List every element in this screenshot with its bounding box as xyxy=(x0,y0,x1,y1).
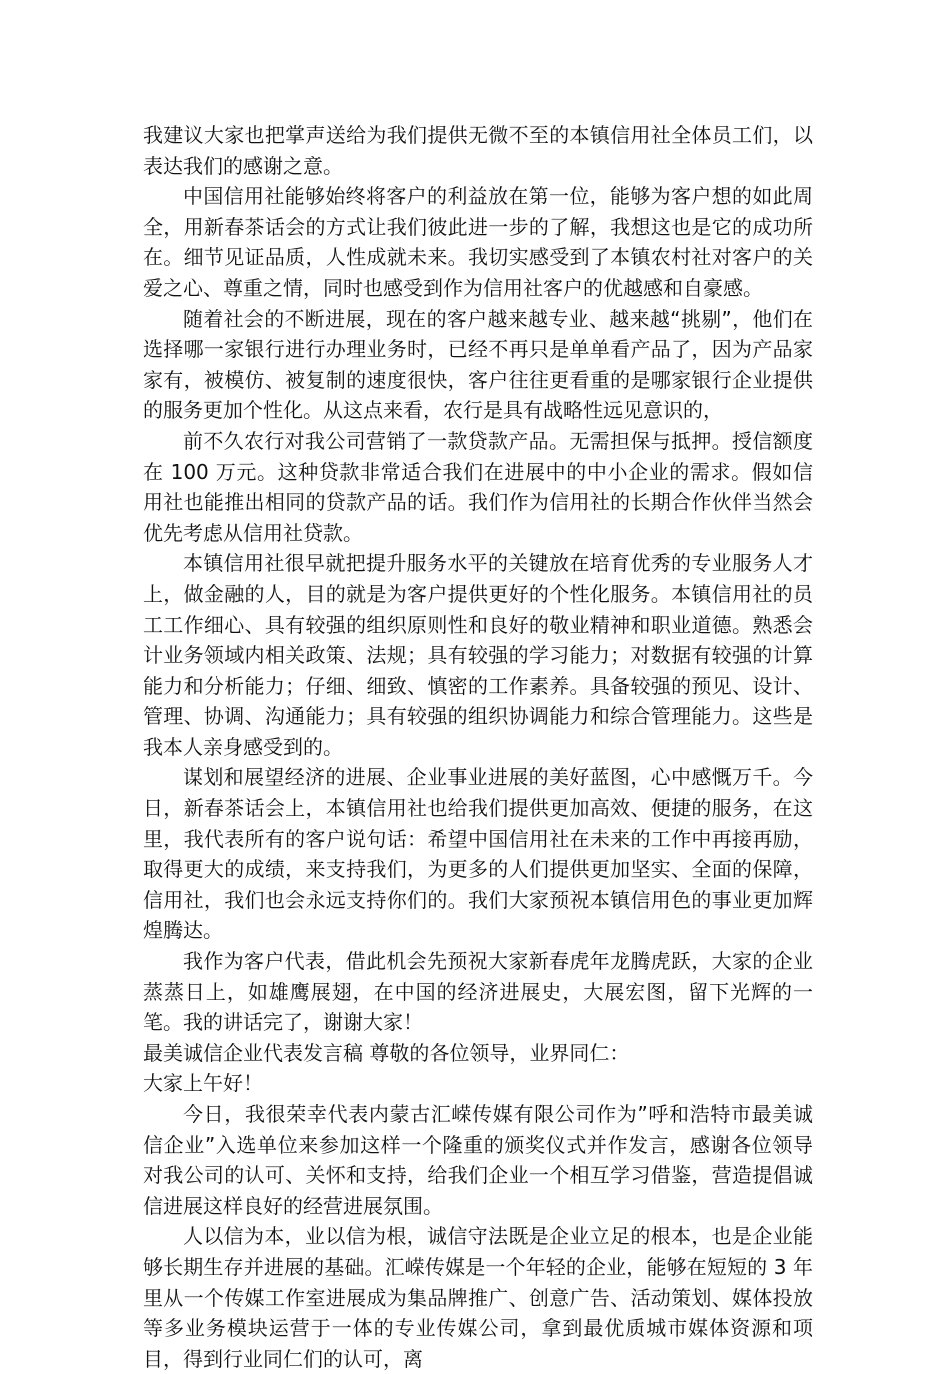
paragraph-2: 中国信用社能够始终将客户的利益放在第一位，能够为客户想的如此周全，用新春茶话会的方式让我们彼此进一步的了解，我想这也是它的成功所在。细节见证品质，人性成就未来。我切实感受到了本镇农村社对客户的关爱之心、尊重之情，同时也感受到作为信用社客户的优越感和自豪感。 xyxy=(143,184,813,300)
paragraph-1: 我建议大家也把掌声送给为我们提供无微不至的本镇信用社全体员工们，以表达我们的感谢之意。 xyxy=(143,123,813,178)
paragraph-4: 前不久农行对我公司营销了一款贷款产品。无需担保与抵押。授信额度在 100 万元。这种贷款非常适合我们在进展中的中小企业的需求。假如信用社也能推出相同的贷款产品的话。我们作为信用社的长期合作伙伴当然会优先考虑从信用社贷款。 xyxy=(143,428,813,545)
paragraph-6: 谋划和展望经济的进展、企业事业进展的美好蓝图，心中感慨万千。今日，新春茶话会上，本镇信用社也给我们提供更加高效、便捷的服务，在这里，我代表所有的客户说句话：希望中国信用社在未来的工作中再接再励，取得更大的成绩，来支持我们，为更多的人们提供更加坚实、全面的保障，信用社，我们也会永远支持你们的。我们大家预祝本镇信用色的事业更加辉煌腾达。 xyxy=(143,765,813,943)
paragraph-7: 我作为客户代表，借此机会先预祝大家新春虎年龙腾虎跃，大家的企业蒸蒸日上，如雄鹰展翅，在中国的经济进展史，大展宏图，留下光辉的一笔。我的讲话完了，谢谢大家！ xyxy=(143,949,813,1035)
paragraph-5: 本镇信用社很早就把提升服务水平的关键放在培育优秀的专业服务人才上，做金融的人，目的就是为客户提供更好的个性化服务。本镇信用社的员工工作细心、具有较强的组织原则性和良好的敬业精神和职业道德。熟悉会计业务领域内相关政策、法规；具有较强的学习能力；对数据有较强的计算能力和分析能力；仔细、细致、慎密的工作素养。具备较强的预见、设计、管理、协调、沟通能力；具有较强的组织协调能力和综合管理能力。这些是我本人亲身感受到的。 xyxy=(143,551,813,759)
paragraph-3: 随着社会的不断进展，现在的客户越来越专业、越来越“挑剔”，他们在选择哪一家银行进行办理业务时，已经不再只是单单看产品了，因为产品家家有，被模仿、被复制的速度很快，客户往往更看重的是哪家银行企业提供的服务更加个性化。从这点来看，农行是具有战略性远见意识的， xyxy=(143,306,813,423)
document-body xyxy=(143,120,813,1374)
speech-heading: 最美诚信企业代表发言稿 尊敬的各位领导，业界同仁： xyxy=(143,1040,630,1065)
paragraph-8: 今日，我很荣幸代表内蒙古汇嵘传媒有限公司作为”呼和浩特市最美诚信企业”入选单位来参加这样一个隆重的颁奖仪式并作发言，感谢各位领导对我公司的认可、关怀和支持，给我们企业一个相互学习借鉴，营造提倡诚信进展这样良好的经营进展氛围。 xyxy=(143,1102,813,1218)
paragraph-9: 人以信为本，业以信为根，诚信守法既是企业立足的根本，也是企业能够长期生存并进展的基础。汇嵘传媒是一个年轻的企业，能够在短短的 3 年里从一个传媒工作室进展成为集品牌推广、创意广告、活动策划、媒体投放等多业务模块运营于一体的专业传媒公司，拿到最优质城市媒体资源和项目，得到行业同仁们的认可，离 xyxy=(143,1224,813,1371)
greeting: 大家上午好！ xyxy=(143,1071,263,1096)
